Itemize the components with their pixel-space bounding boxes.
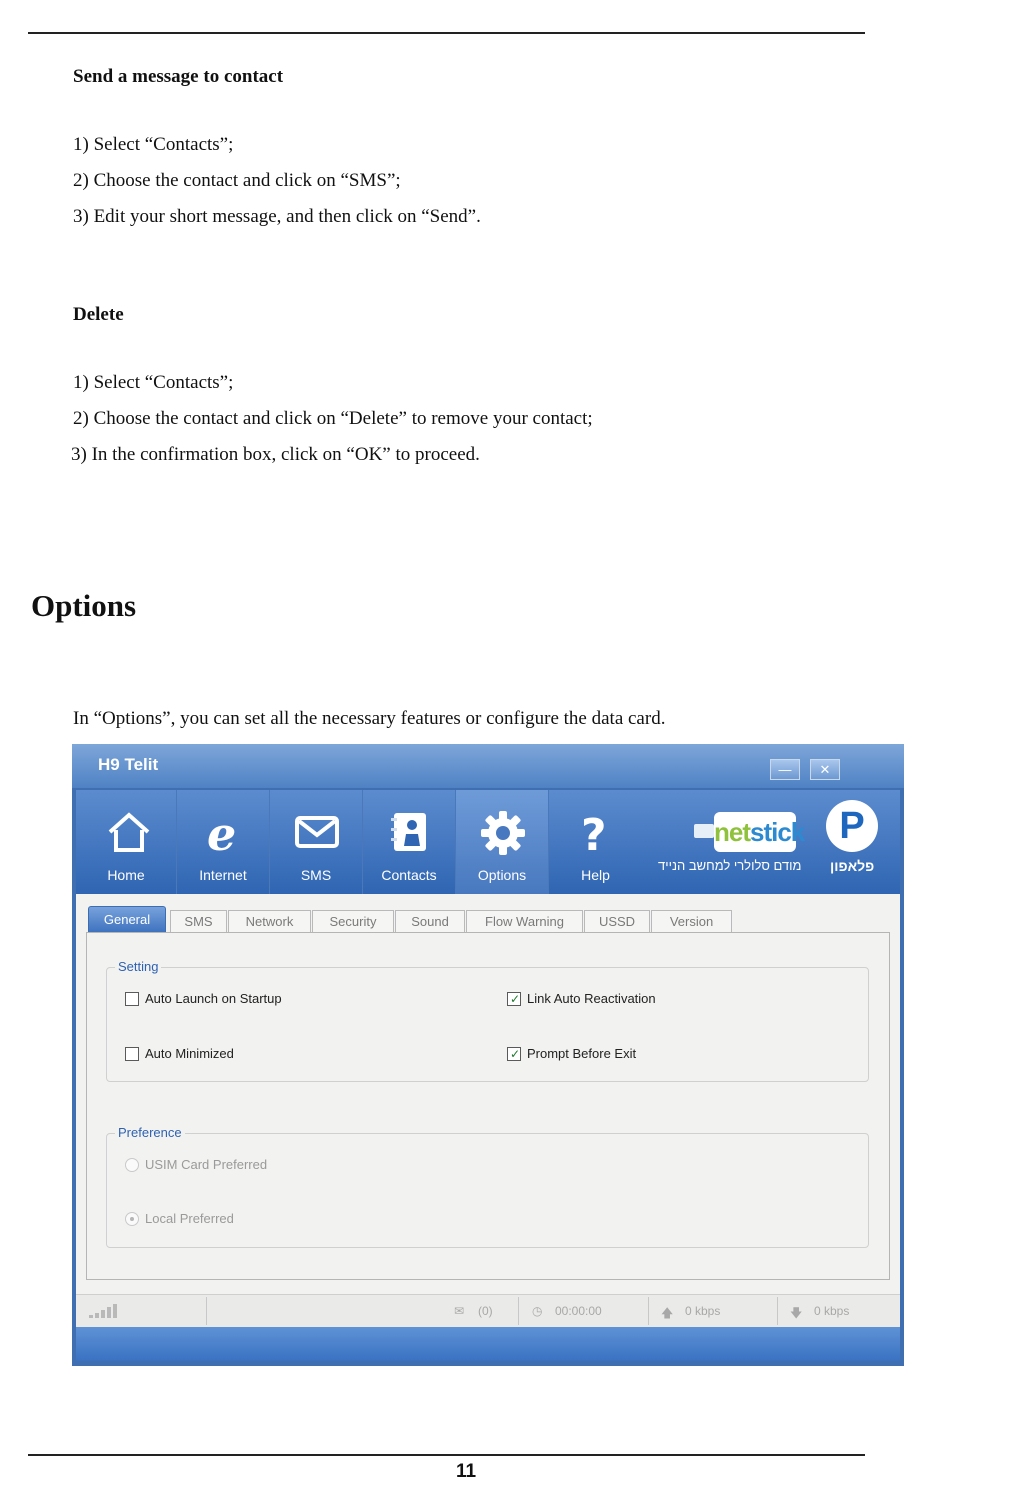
status-divider xyxy=(648,1297,649,1325)
usim-preferred-label: USIM Card Preferred xyxy=(145,1157,268,1172)
internet-icon xyxy=(201,810,247,856)
toolbar-contacts[interactable] xyxy=(363,790,456,894)
toolbar-internet-label: Internet xyxy=(199,867,247,883)
netstick-logo-text xyxy=(714,817,804,847)
sms-envelope-icon: ✉ xyxy=(454,1304,465,1318)
link-auto-reactivation-label: Link Auto Reactivation xyxy=(527,991,656,1006)
close-button[interactable]: ✕ xyxy=(810,759,840,780)
send-step-3: 3) Edit your short message, and then click on “Send”. xyxy=(73,206,481,227)
status-bar xyxy=(76,1294,900,1327)
prompt-before-exit-label: Prompt Before Exit xyxy=(527,1046,637,1061)
tab-version[interactable]: Version xyxy=(651,910,732,932)
prompt-before-exit-checkbox[interactable] xyxy=(507,1047,521,1061)
upload-arrow-icon: 🡅 xyxy=(661,1306,674,1320)
options-content xyxy=(76,894,900,1294)
status-divider xyxy=(206,1297,207,1325)
envelope-icon xyxy=(295,816,339,850)
preference-group xyxy=(106,1125,869,1248)
upload-speed: 0 kbps xyxy=(685,1304,721,1318)
send-step-1: 1) Select “Contacts”; xyxy=(73,134,234,155)
auto-launch-label: Auto Launch on Startup xyxy=(145,991,282,1006)
carrier-name: פלאפון xyxy=(830,858,875,874)
checkmark-icon: ✓ xyxy=(510,992,521,1006)
download-arrow-icon: 🡇 xyxy=(790,1306,803,1320)
local-preferred-label: Local Preferred xyxy=(145,1211,234,1226)
setting-legend: Setting xyxy=(115,959,161,974)
sms-count: (0) xyxy=(478,1304,493,1318)
toolbar-sms[interactable] xyxy=(270,790,363,894)
setting-group xyxy=(106,959,869,1082)
brand-tagline: מודם סלולרי למחשב הנייד xyxy=(658,858,802,873)
send-step-2: 2) Choose the contact and click on “SMS”; xyxy=(73,170,401,191)
toolbar-home[interactable] xyxy=(76,790,177,894)
clock-icon: ◷ xyxy=(532,1304,543,1318)
main-toolbar xyxy=(76,790,900,894)
window-title: H9 Telit xyxy=(98,755,159,774)
toolbar-help[interactable] xyxy=(549,790,642,894)
page-number: 11 xyxy=(456,1461,477,1482)
home-icon xyxy=(106,810,152,854)
svg-text:e: e xyxy=(207,810,237,856)
window-bottom-bar xyxy=(76,1327,900,1361)
status-divider xyxy=(518,1297,519,1325)
options-intro: In “Options”, you can set all the necessary features or configure the data card. xyxy=(73,708,666,729)
usim-preferred-radio[interactable] xyxy=(125,1158,139,1172)
delete-step-2: 2) Choose the contact and click on “Delete” to remove your contact; xyxy=(73,408,593,429)
tab-security[interactable]: Security xyxy=(312,910,394,932)
checkmark-icon: ✓ xyxy=(510,1047,521,1061)
tab-network[interactable]: Network xyxy=(228,910,311,932)
local-preferred-radio[interactable] xyxy=(125,1212,139,1226)
link-auto-reactivation-checkbox[interactable] xyxy=(507,992,521,1006)
auto-minimized-checkbox[interactable] xyxy=(125,1047,139,1061)
minimize-button[interactable]: — xyxy=(770,759,800,780)
title-bar xyxy=(72,744,904,788)
contacts-book-icon xyxy=(388,810,432,854)
toolbar-options-label: Options xyxy=(477,867,527,883)
tab-sms[interactable]: SMS xyxy=(170,910,227,932)
signal-strength-icon xyxy=(88,1303,118,1319)
netstick-logo-stick: stick xyxy=(750,817,805,847)
svg-text:?: ? xyxy=(581,810,607,856)
top-rule xyxy=(28,32,865,34)
tab-flow-warning[interactable]: Flow Warning xyxy=(466,910,583,932)
toolbar-contacts-label: Contacts xyxy=(381,867,437,883)
netstick-logo xyxy=(714,812,805,852)
usb-plug-icon xyxy=(694,824,714,838)
toolbar-help-label: Help xyxy=(581,867,610,883)
app-window xyxy=(72,744,904,1366)
carrier-logo-icon: P xyxy=(826,800,878,852)
section-heading-delete: Delete xyxy=(73,304,124,325)
toolbar-internet[interactable] xyxy=(177,790,270,894)
auto-launch-checkbox[interactable] xyxy=(125,992,139,1006)
section-heading-send-message: Send a message to contact xyxy=(73,66,284,87)
download-speed: 0 kbps xyxy=(814,1304,850,1318)
tab-general[interactable]: General xyxy=(88,906,166,932)
tab-ussd[interactable]: USSD xyxy=(584,910,650,932)
gear-icon xyxy=(480,810,526,856)
brand-area xyxy=(654,790,900,894)
status-divider xyxy=(777,1297,778,1325)
options-section-title: Options xyxy=(31,588,137,623)
delete-step-3: 3) In the confirmation box, click on “OK” to proceed. xyxy=(71,444,480,465)
help-question-icon xyxy=(575,810,615,856)
toolbar-home-label: Home xyxy=(107,867,145,883)
tab-sound[interactable]: Sound xyxy=(395,910,465,932)
toolbar-sms-label: SMS xyxy=(300,867,332,883)
connection-time: 00:00:00 xyxy=(555,1304,602,1318)
preference-legend: Preference xyxy=(115,1125,185,1140)
bottom-rule xyxy=(28,1454,865,1456)
netstick-logo-net: net xyxy=(714,817,750,847)
auto-minimized-label: Auto Minimized xyxy=(145,1046,234,1061)
general-panel xyxy=(86,932,890,1280)
delete-step-1: 1) Select “Contacts”; xyxy=(73,372,234,393)
toolbar-options[interactable] xyxy=(456,790,549,894)
